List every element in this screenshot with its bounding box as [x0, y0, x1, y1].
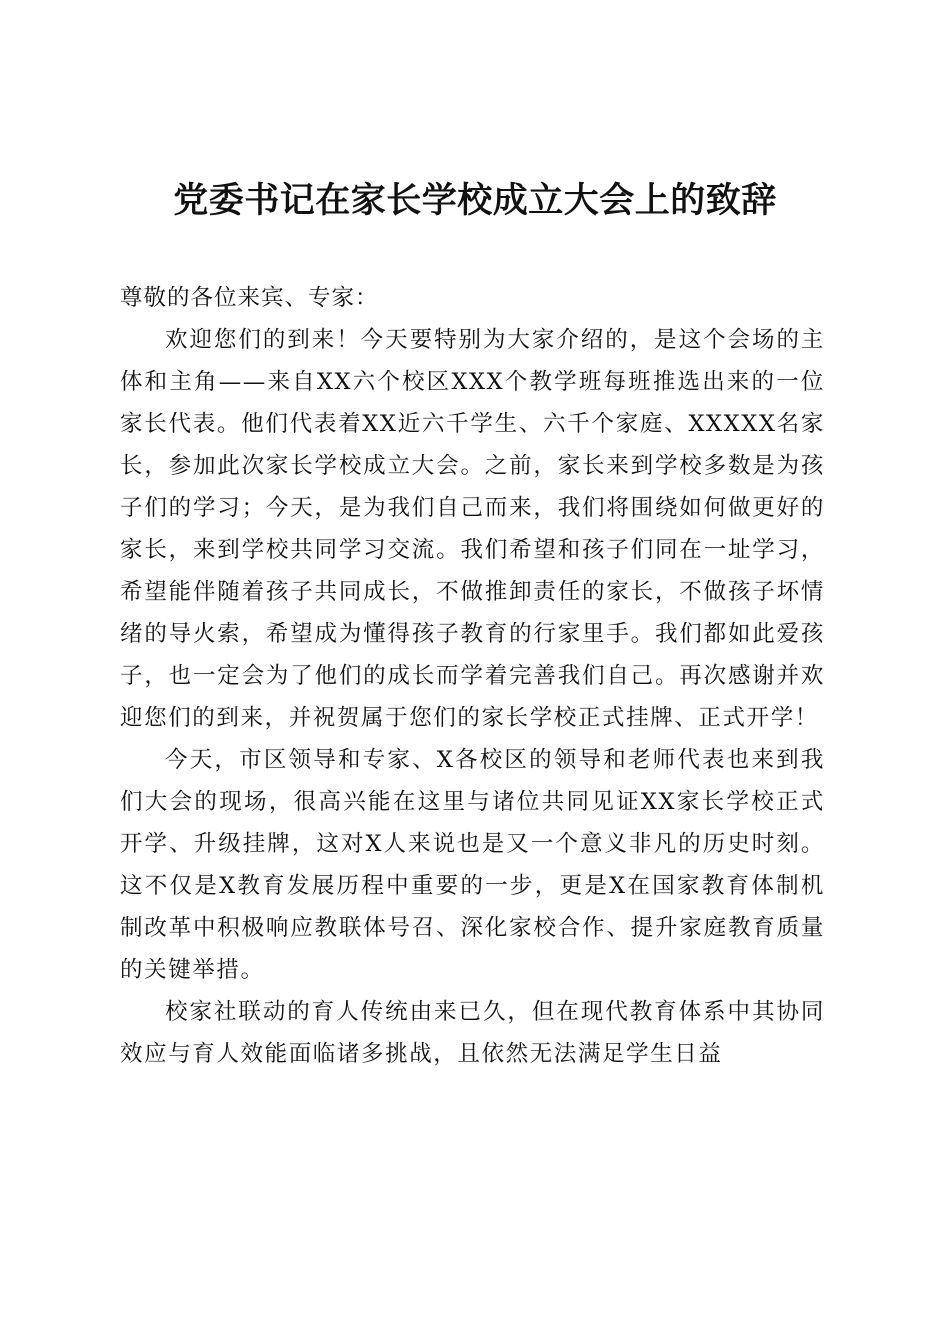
- paragraph: 今天，市区领导和专家、X各校区的领导和老师代表也来到我们大会的现场，很高兴能在这里与诸位共同见证XX家长学校正式开学、升级挂牌，这对X人来说也是又一个意义非凡的历史时刻。这不仅是X教育发展历程中重要的一步，更是X在国家教育体制机制改革中积极响应教联体号召、深化家校合作、提升家庭教育质量的关键举措。: [120, 747, 825, 983]
- salutation: 尊敬的各位来宾、专家：: [120, 285, 379, 311]
- document-body: [120, 277, 825, 1075]
- paragraph: 欢迎您们的到来！今天要特别为大家介绍的，是这个会场的主体和主角——来自XX六个校区XXX个教学班每班推选出来的一位家长代表。他们代表着XX近六千学生、六千个家庭、XXXXX名家长，参加此次家长学校成立大会。之前，家长来到学校多数是为孩子们的学习；今天，是为我们自己而来，我们将围绕如何做更好的家长，来到学校共同学习交流。我们希望和孩子们同在一址学习，希望能伴随着孩子共同成长，不做推卸责任的家长，不做孩子坏情绪的导火索，希望成为懂得孩子教育的行家里手。我们都如此爱孩子，也一定会为了他们的成长而学着完善我们自己。再次感谢并欢迎您们的到来，并祝贺属于您们的家长学校正式挂牌、正式开学！: [120, 327, 825, 731]
- document-title: 党委书记在家长学校成立大会上的致辞: [173, 180, 777, 221]
- paragraph: 校家社联动的育人传统由来已久，但在现代教育体系中其协同效应与育人效能面临诸多挑战，且依然无法满足学生日益: [120, 999, 825, 1067]
